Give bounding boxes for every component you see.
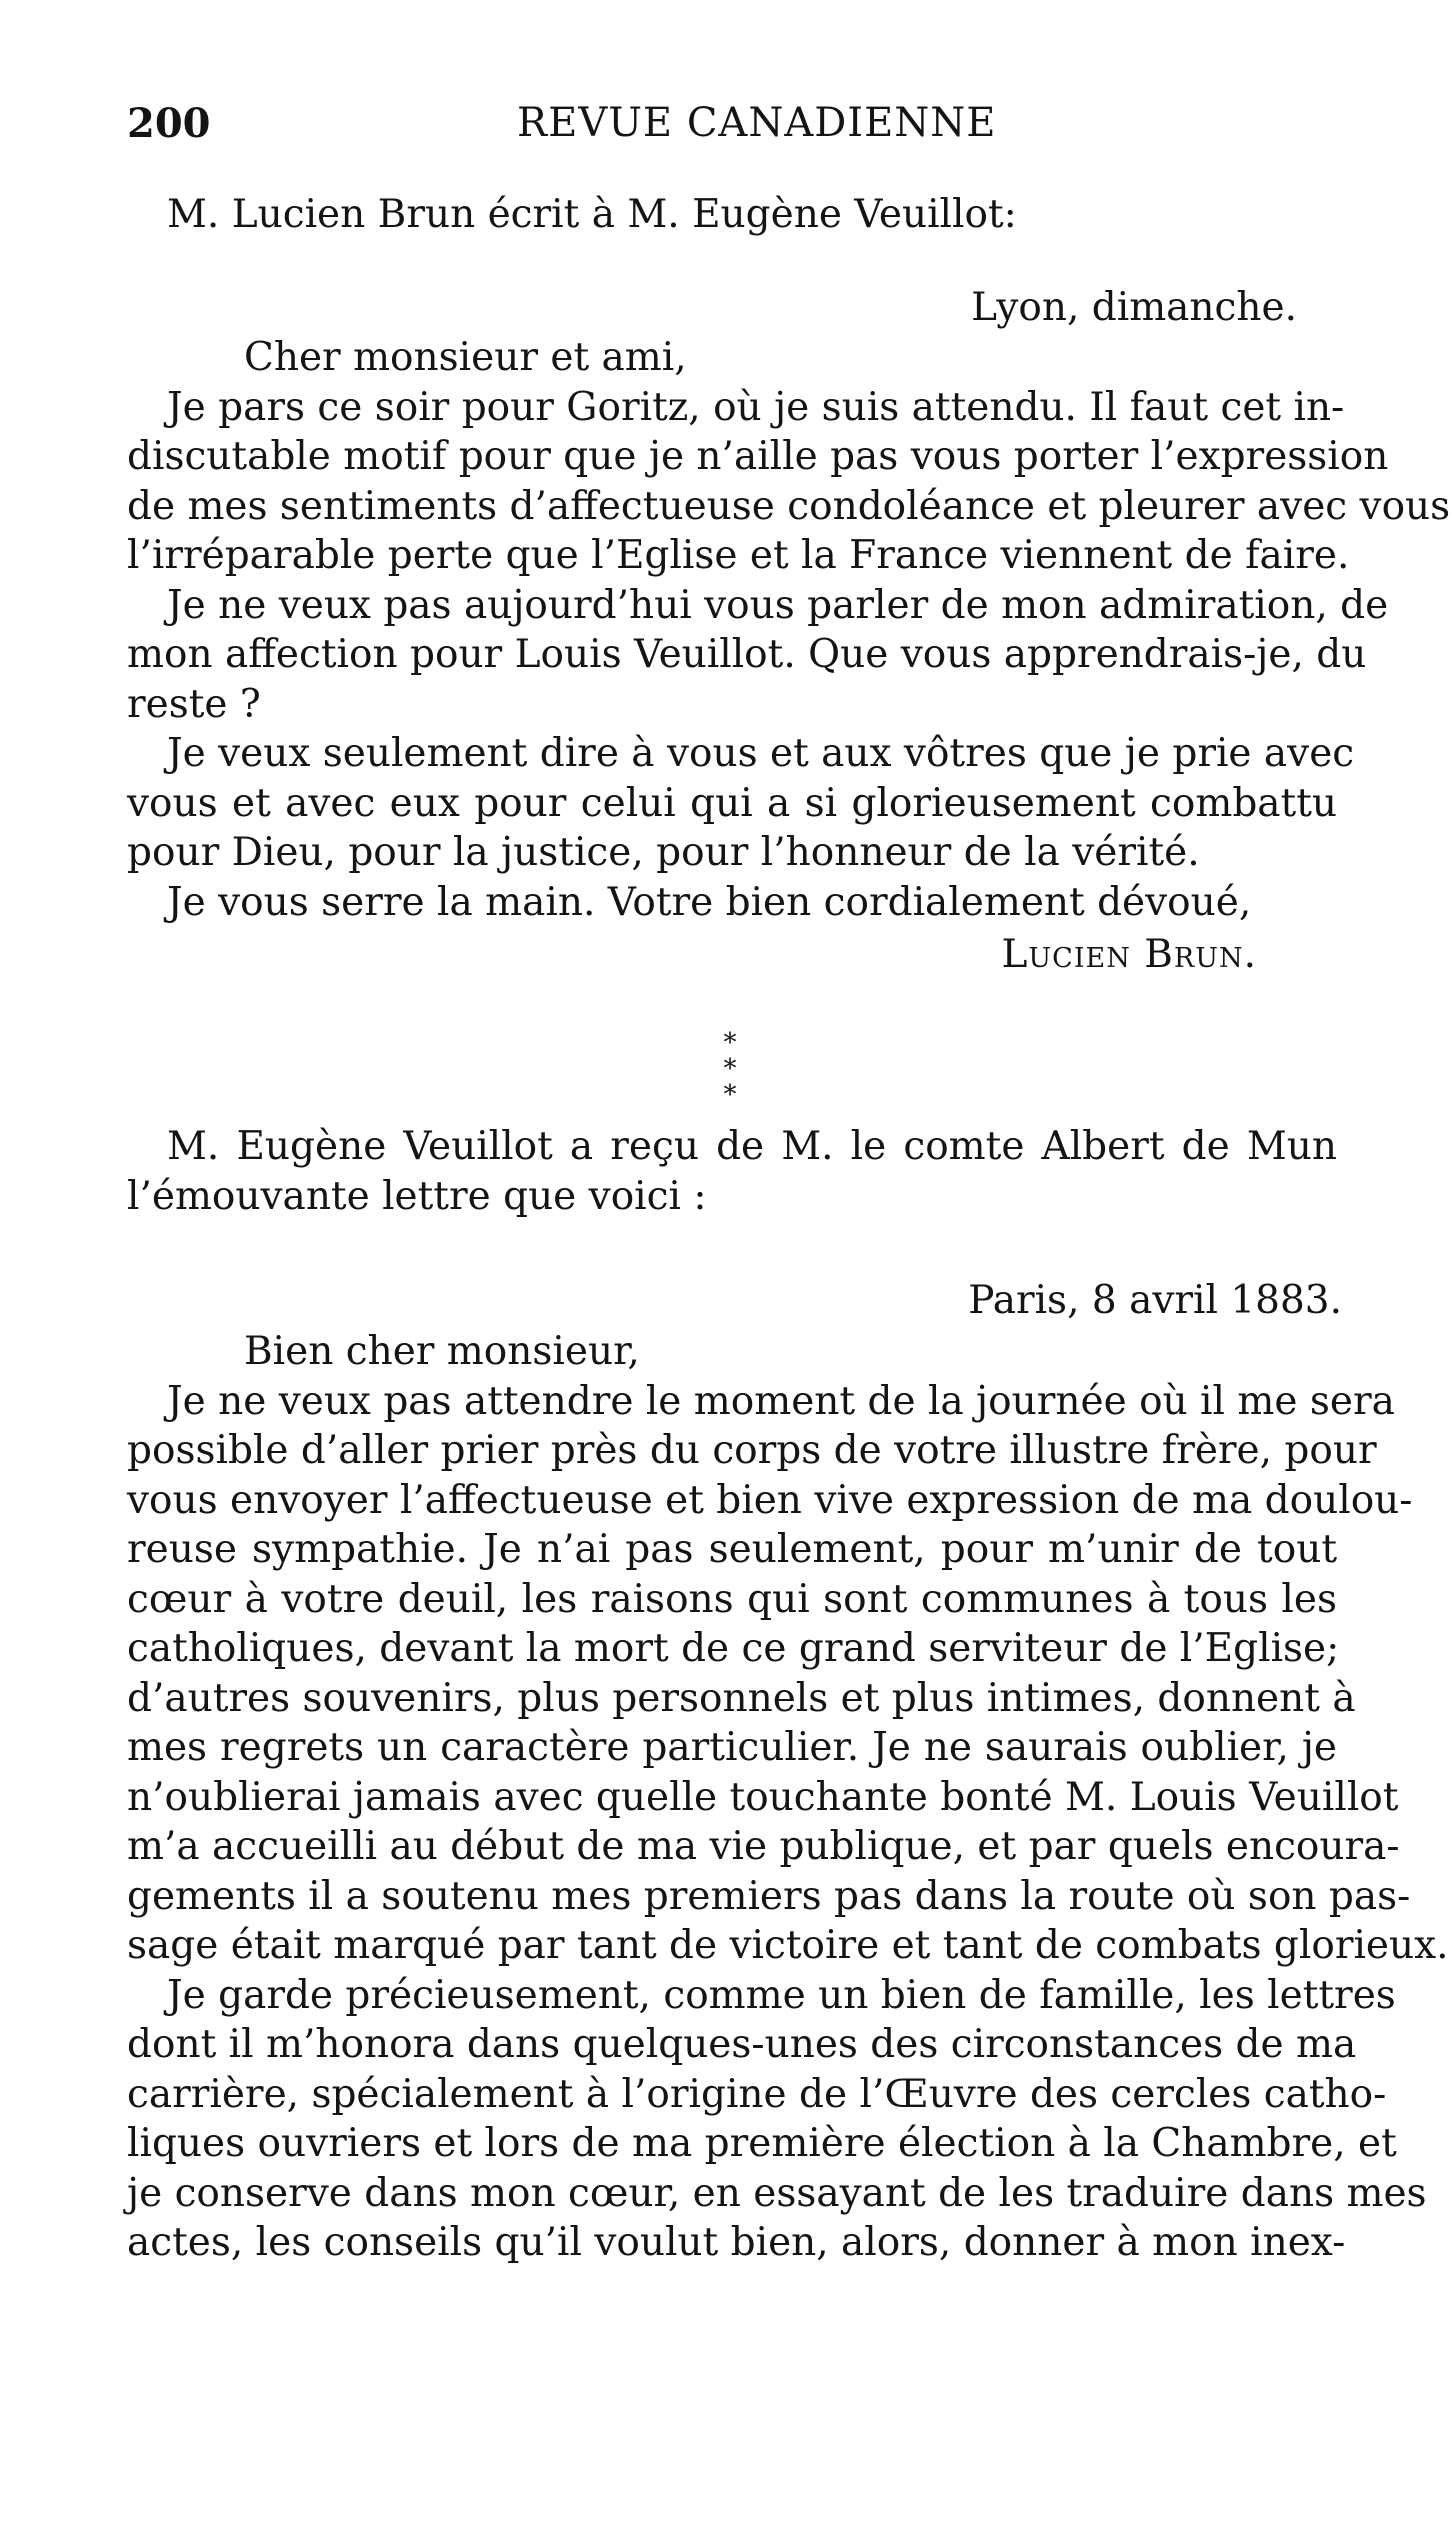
text-line: Je pars ce soir pour Goritz, où je suis attendu. Il faut cet in- [167, 384, 1345, 430]
text-line: Je ne veux pas aujourd’hui vous parler de mon admiration, de [167, 582, 1389, 628]
text-line: gements il a soutenu mes premiers pas dans la route où son pas- [127, 1873, 1411, 1919]
letter-brun-place-date [127, 283, 1297, 333]
text-line: reuse sympathie. Je n’ai pas seulement, pour m’unir de tout [127, 1527, 1337, 1572]
text-line: vous et avec eux pour celui qui a si glorieusement combattu [127, 780, 1337, 826]
letter-brun-signature [127, 930, 1257, 980]
text-line: mon affection pour Louis Veuillot. Que vous apprendrais-je, du [127, 632, 1367, 677]
text-line: pour Dieu, pour la justice, pour l’honneur de la vérité. [127, 830, 1200, 875]
salutation: Bien cher monsieur, [244, 1329, 640, 1374]
text-line: possible d’aller prier près du corps de votre illustre frère, pour [127, 1428, 1377, 1473]
text-line: je conserve dans mon cœur, en essayant de les traduire dans mes [127, 2170, 1427, 2216]
text-line: Je vous serre la main. Votre bien cordialement dévoué, [167, 879, 1252, 925]
text-line: cœur à votre deuil, les raisons qui sont communes à tous les [127, 1576, 1337, 1622]
intro-line: l’émouvante lettre que voici : [127, 1173, 707, 1219]
text-line: reste ? [127, 681, 261, 727]
text-line: discutable motif pour que je n’aille pas vous porter l’expression [127, 434, 1389, 479]
text-line: de mes sentiments d’affectueuse condoléance et pleurer avec vous [127, 483, 1451, 529]
separator-star: * [723, 1028, 737, 1058]
signature: Lucien Brun. [1001, 932, 1257, 977]
intro-line: M. Lucien Brun écrit à M. Eugène Veuillot: [167, 192, 1017, 237]
page-header [127, 100, 1337, 160]
letter-mun-body [127, 1327, 1449, 2268]
page-number: 200 [127, 100, 211, 147]
text-line: Je garde précieusement, comme un bien de famille, les lettres [167, 1972, 1396, 2018]
text-line: vous envoyer l’affectueuse et bien vive expression de ma doulou- [127, 1477, 1413, 1523]
text-line: sage était marqué par tant de victoire et tant de combats glorieux. [127, 1923, 1449, 1968]
salutation: Cher monsieur et ami, [244, 335, 687, 380]
place-date: Paris, 8 avril 1883. [968, 1278, 1342, 1323]
letter-mun-intro [127, 1122, 1337, 1221]
text-line: d’autres souvenirs, plus personnels et plus intimes, donnent à [127, 1675, 1356, 1721]
text-line: dont il m’honora dans quelques-unes des circonstances de ma [127, 2022, 1357, 2067]
letter-brun-intro [127, 190, 1337, 240]
text-line: mes regrets un caractère particulier. Je ne saurais oublier, je [127, 1725, 1337, 1770]
text-line: m’a accueilli au début de ma vie publique, et par quels encoura- [127, 1824, 1400, 1869]
text-line: Je ne veux pas attendre le moment de la journée où il me sera [167, 1378, 1395, 1424]
text-line: n’oublierai jamais avec quelle touchante bonté M. Louis Veuillot [127, 1774, 1399, 1820]
text-line: liques ouvriers et lors de ma première élection à la Chambre, et [127, 2121, 1397, 2166]
running-title: REVUE CANADIENNE [517, 100, 997, 146]
letter-mun-place-date [127, 1276, 1342, 1326]
intro-line: M. Eugène Veuillot a reçu de M. le comte Albert de Mun [167, 1124, 1337, 1169]
place-date: Lyon, dimanche. [971, 285, 1297, 330]
text-line: catholiques, devant la mort de ce grand serviteur de l’Eglise; [127, 1626, 1340, 1671]
section-separator [700, 1028, 760, 1110]
text-line: Je veux seulement dire à vous et aux vôtres que je prie avec [167, 731, 1355, 776]
separator-stars: * * [723, 1054, 747, 1110]
text-line: carrière, spécialement à l’origine de l’Œuvre des cercles catho- [127, 2071, 1387, 2117]
text-line: actes, les conseils qu’il voulut bien, alors, donner à mon inex- [127, 2220, 1346, 2265]
letter-brun-body [127, 333, 1451, 927]
text-line: l’irréparable perte que l’Eglise et la France viennent de faire. [127, 533, 1350, 578]
